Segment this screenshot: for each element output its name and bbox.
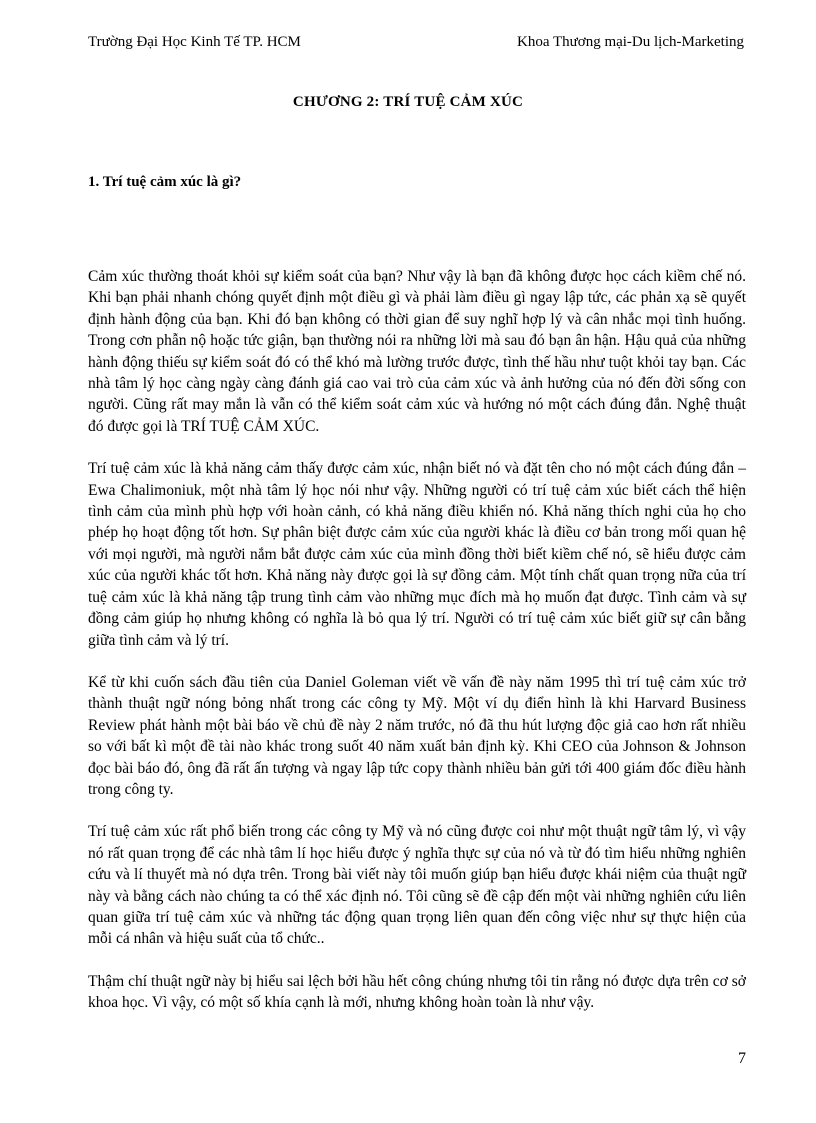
paragraph-2: Trí tuệ cảm xúc là khả năng cảm thấy được cảm xúc, nhận biết nó và đặt tên cho nó một cách đúng đắn – Ewa Chalimoniuk, một nhà tâm lý học nói như vậy. Những người có trí tuệ cảm xúc biết cách thể hiện tình cảm của mình phù hợp với hoàn cảnh, có khả năng điều khiển nó. Khả năng thích nghi của họ cho phép họ hoạt động tốt hơn. Sự phân biệt được cảm xúc của người khác là điều cơ bản trong mối quan hệ với mọi người, mà người nắm bắt được cảm xúc của mình đồng thời biết kiềm chế nó, sẽ hiểu được cảm xúc của người khác tốt hơn. Khả năng này được gọi là sự đồng cảm. Một tính chất quan trọng nữa của trí tuệ cảm xúc là khả năng tập trung tình cảm vào những mục đích mà họ muốn đạt được. Tình cảm và sự đồng cảm giúp họ nhưng không có nghĩa là bỏ qua lý trí. Người có trí tuệ cảm xúc biết giữ sự cân bằng giữa tình cảm và lý trí. [88, 460, 746, 649]
chapter-title: CHƯƠNG 2: TRÍ TUỆ CẢM XÚC [292, 94, 524, 110]
section-heading: 1. Trí tuệ cảm xúc là gì? [88, 174, 242, 190]
paragraph-1: Cảm xúc thường thoát khỏi sự kiểm soát của bạn? Như vậy là bạn đã không được học cách kiềm chế nó. Khi bạn phải nhanh chóng quyết định một điều gì và phải làm điều gì ngay lập tức, các phản xạ sẽ quyết định hành động của bạn. Khi đó bạn không có thời gian để suy nghĩ hợp lý và cân nhắc mọi tình huống. Trong cơn phẫn nộ hoặc tức giận, bạn thường nói ra những lời mà sau đó bạn ân hận. Hậu quả của những hành động thiếu sự kiểm soát đó có thể khó mà lường trước được, tình thế hầu như tuột khỏi tay bạn. Các nhà tâm lý học càng ngày càng đánh giá cao vai trò của cảm xúc và ảnh hưởng của nó đến đời sống con người. Cũng rất may mắn là vẫn có thể kiểm soát cảm xúc và hướng nó một cách đúng đắn. Nghệ thuật đó được gọi là TRÍ TUỆ CẢM XÚC. [88, 268, 746, 435]
paragraph-4: Trí tuệ cảm xúc rất phổ biến trong các công ty Mỹ và nó cũng được coi như một thuật ngữ tâm lý, vì vậy nó rất quan trọng để các nhà tâm lí học hiểu được ý nghĩa thực sự của nó và từ đó tìm hiểu những nghiên cứu và lí thuyết mà nó dựa trên. Trong bài viết này tôi muốn giúp bạn hiểu được khái niệm của thuật ngữ này và bằng cách nào chúng ta có thể xác định nó. Tôi cũng sẽ đề cập đến một vài những nghiên cứu liên quan giữa trí tuệ cảm xúc và những tác động quan trọng liên quan đến công việc như sự thực hiện của mỗi cá nhân và hiệu suất của tổ chức.. [88, 823, 746, 948]
paragraph-5: Thậm chí thuật ngữ này bị hiểu sai lệch bởi hầu hết công chúng nhưng tôi tin rằng nó được dựa trên cơ sở khoa học. Vì vậy, có một số khía cạnh là mới, nhưng không hoàn toàn là như vậy. [88, 972, 746, 1012]
page-number: 7 [738, 1050, 746, 1067]
paragraph-3: Kể từ khi cuốn sách đầu tiên của Daniel Goleman viết về vấn đề này năm 1995 thì trí tuệ cảm xúc trở thành thuật ngữ nóng bỏng nhất trong các công ty Mỹ. Một ví dụ điển hình là khi Harvard Business Review phát hành một bài báo về chủ đề này 2 năm trước, nó đã thu hút lượng độc giả cao hơn rất nhiều so với bất kì một đề tài nào khác trong suốt 40 năm xuất bản định kỳ. Khi CEO của Johnson & Johnson đọc bài báo đó, ông đã rất ấn tượng và ngay lập tức copy thành nhiều bản gửi tới 400 giám đốc điều hành trong công ty. [88, 673, 746, 798]
body-text [88, 266, 746, 1035]
header-department-name: Khoa Thương mại-Du lịch-Marketing [517, 34, 744, 50]
header-school-name: Trường Đại Học Kinh Tế TP. HCM [88, 34, 301, 50]
